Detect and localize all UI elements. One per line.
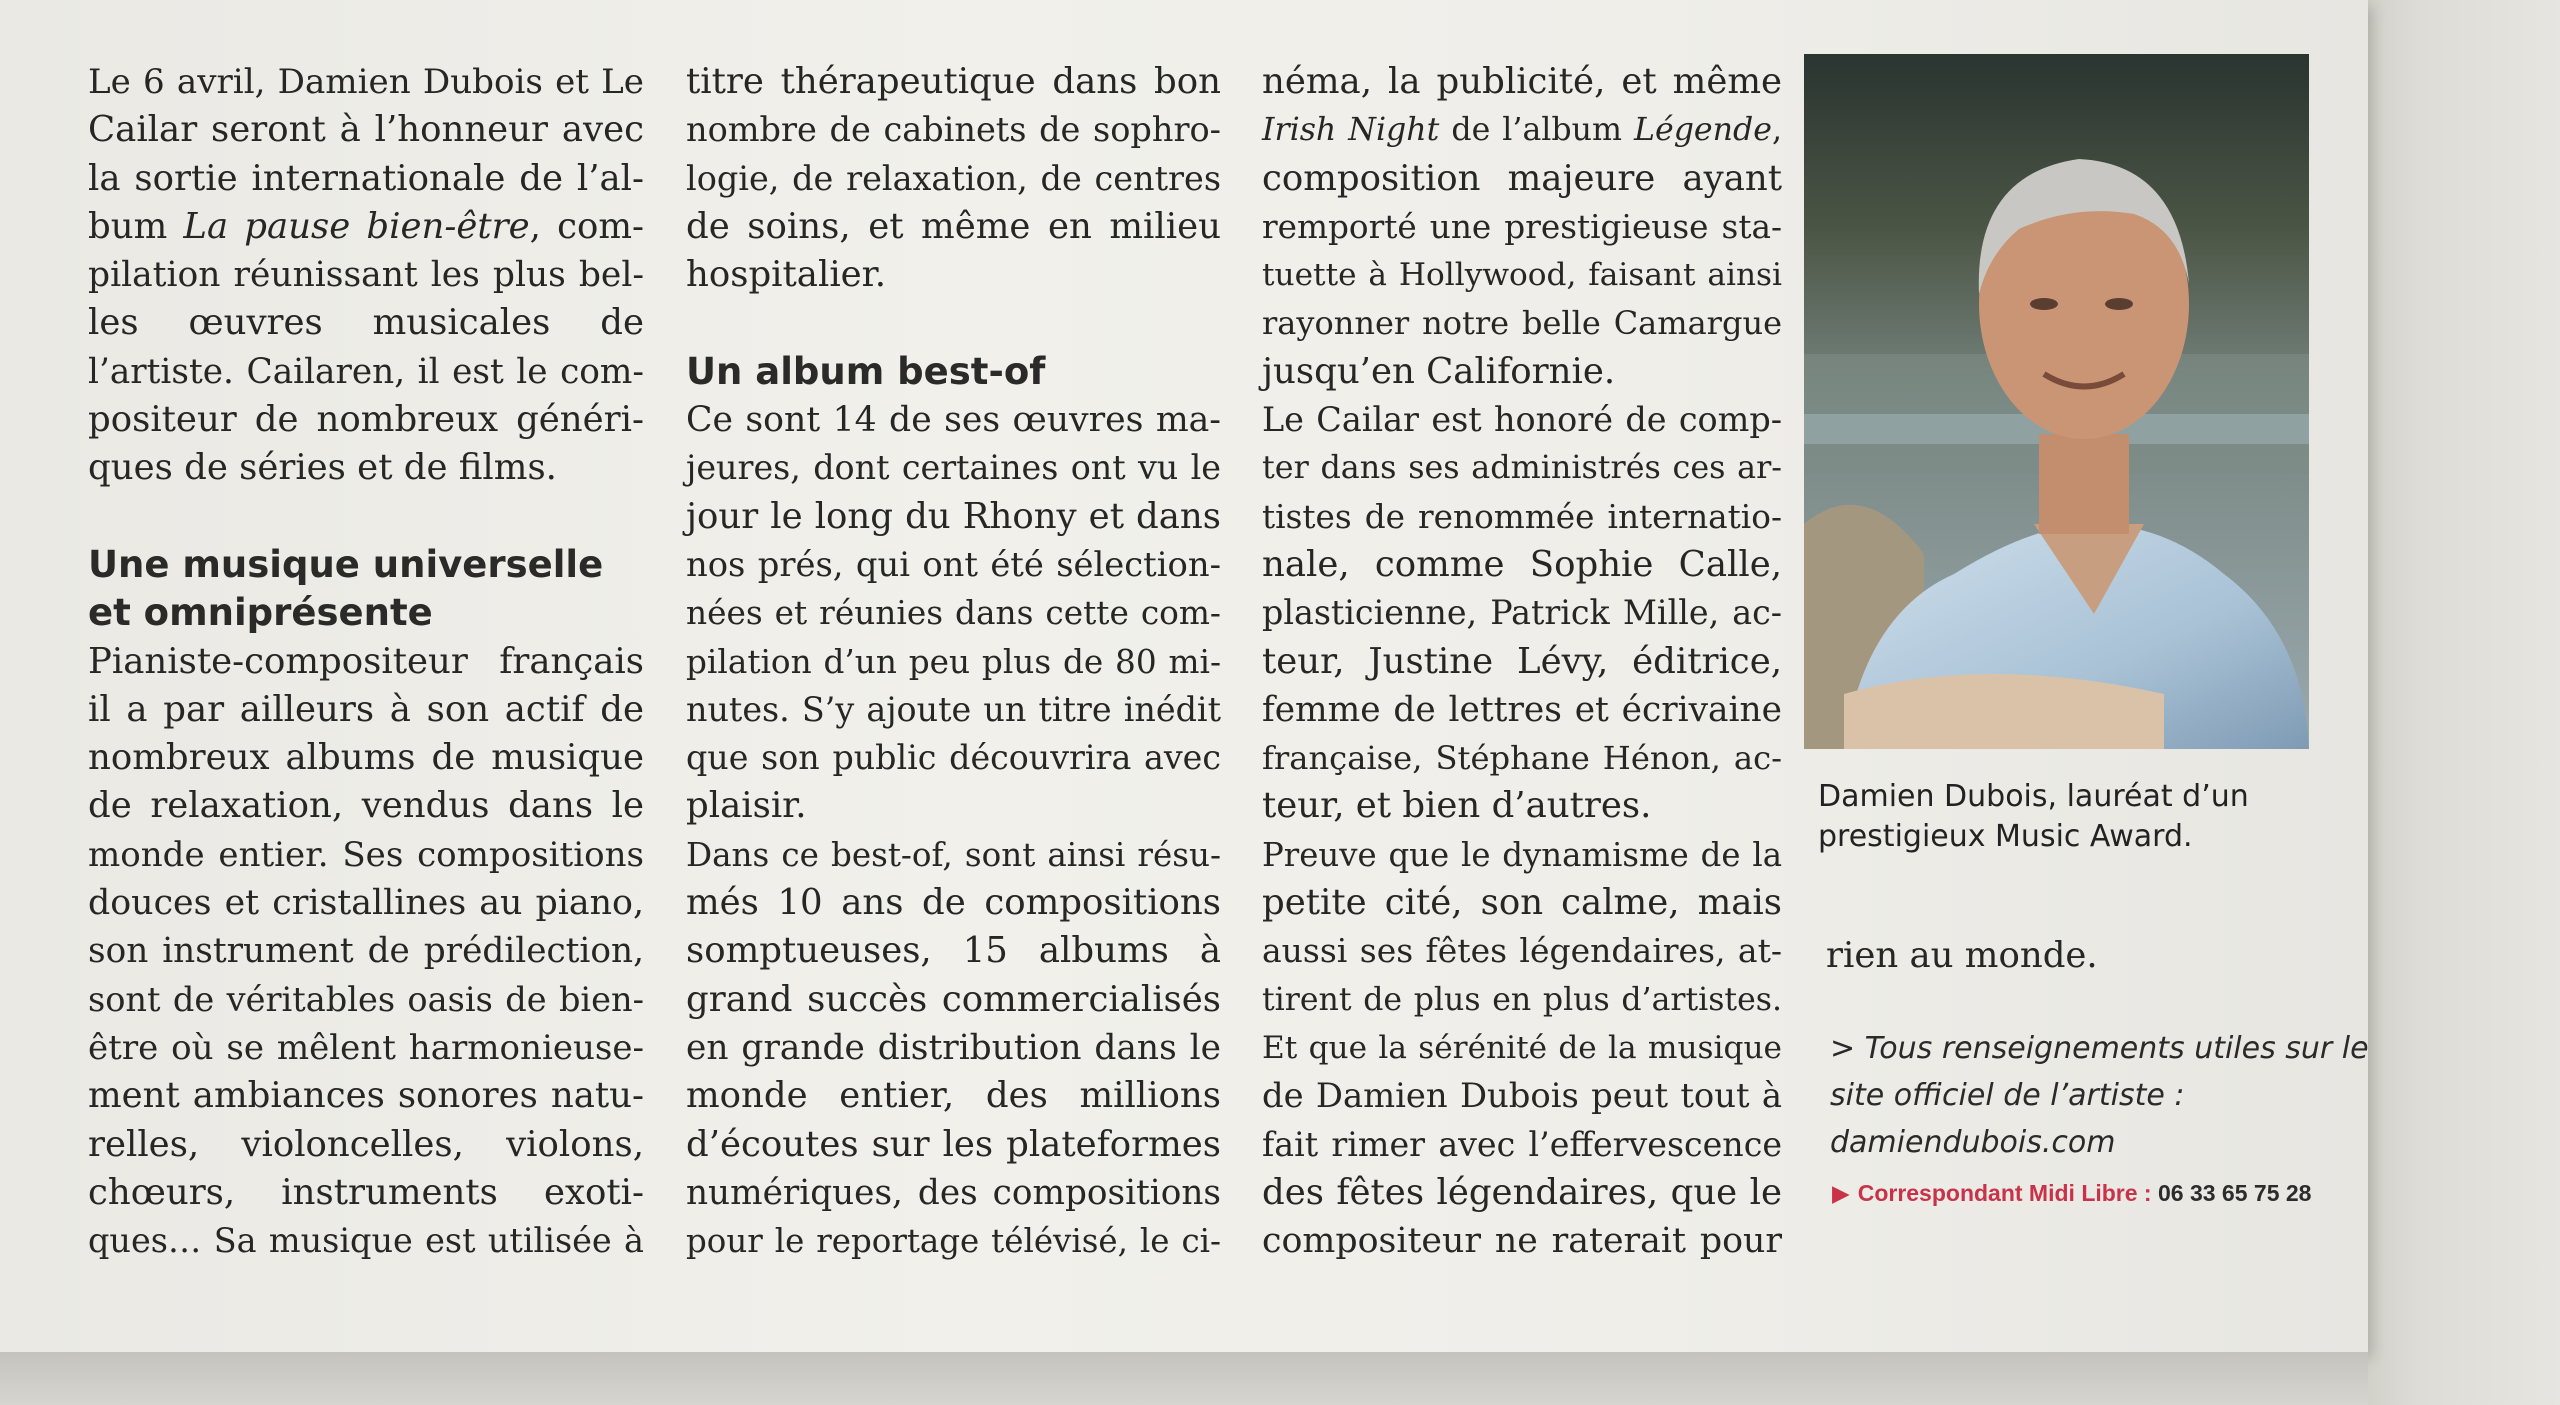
article-line: ter dans ses administrés ces ar-: [1262, 450, 1782, 487]
article-line: sont de véritables oasis de bien-: [88, 979, 644, 1019]
article-line: ques de séries et de films.: [88, 447, 557, 489]
article-line: grand succès commercialisés: [686, 978, 1221, 1020]
section-heading: Une musique universelle: [88, 542, 604, 586]
article-line: jeures, dont certaines ont vu le: [686, 448, 1221, 488]
article-line: pour le reportage télévisé, le ci-: [686, 1222, 1221, 1261]
article-line: Le Cailar est honoré de comp-: [1262, 400, 1782, 440]
article-line: des fêtes légendaires, que le: [1262, 1171, 1782, 1213]
article-line: que son public découvrira avec: [686, 738, 1221, 778]
article-line: compositeur ne raterait pour: [1262, 1221, 1782, 1262]
article-line: composition majeure ayant: [1262, 157, 1782, 199]
article-line: ques… Sa musique est utilisée à: [88, 1221, 644, 1261]
article-line: més 10 ans de compositions: [686, 882, 1221, 924]
correspondent-phone: 06 33 65 75 28: [2151, 1180, 2312, 1206]
article-line: aussi ses fêtes légendaires, at-: [1262, 931, 1782, 971]
correspondent-credit: [1832, 1178, 2311, 1208]
correspondent-label: Correspondant Midi Libre :: [1857, 1180, 2152, 1206]
article-line: relles, violoncelles, violons,: [88, 1123, 644, 1165]
article-line: fait rimer avec l’effervescence: [1262, 1124, 1782, 1164]
article-line: teur, Justine Lévy, éditrice,: [1262, 640, 1782, 682]
article-line: titre thérapeutique dans bon: [686, 61, 1221, 102]
article-line: Irish Night de l’album Légende,: [1262, 112, 1782, 149]
article-line: pilation réunissant les plus bel-: [88, 255, 644, 296]
article-line: Pianiste-compositeur français: [88, 640, 644, 682]
article-line: de soins, et même en milieu: [686, 205, 1221, 247]
article-line: Cailar seront à l’honneur avec: [88, 109, 644, 151]
article-line: son instrument de prédilection,: [88, 931, 644, 972]
article-line: hospitalier.: [686, 254, 887, 296]
article-line: plasticienne, Patrick Mille, ac-: [1262, 593, 1782, 633]
article-line: tuette à Hollywood, faisant ainsi: [1262, 257, 1782, 294]
article-line: chœurs, instruments exoti-: [88, 1171, 644, 1213]
article-line: de Damien Dubois peut tout à: [1262, 1076, 1782, 1116]
article-line: teur, et bien d’autres.: [1262, 785, 1652, 827]
article-line: pilation d’un peu plus de 80 mi-: [686, 642, 1221, 681]
article-line: Ce sont 14 de ses œuvres ma-: [686, 400, 1221, 441]
article-line: jusqu’en Californie.: [1262, 350, 1616, 392]
article-line: Preuve que le dynamisme de la: [1262, 835, 1782, 874]
article-line: nombreux albums de musique: [88, 737, 644, 779]
article-line: il a par ailleurs à son actif de: [88, 688, 644, 730]
article-column-3: [1262, 58, 1782, 1265]
triangle-bullet-icon: ▶: [1832, 1180, 1850, 1206]
section-heading: et omniprésente: [88, 591, 433, 635]
note-line: site officiel de l’artiste :: [1830, 1078, 2185, 1113]
article-line: néma, la publicité, et même: [1262, 61, 1782, 102]
article-line: être où se mêlent harmonieuse-: [88, 1027, 644, 1068]
article-line: de relaxation, vendus dans le: [88, 785, 644, 827]
article-line: nale, comme Sophie Calle,: [1262, 543, 1782, 585]
website-link: damiendubois.com: [1830, 1125, 2116, 1160]
article-line: bum La pause bien-être, com-: [88, 205, 644, 247]
article-line: rayonner notre belle Camargue: [1262, 304, 1782, 343]
article-line: femme de lettres et écrivaine: [1262, 689, 1782, 730]
article-line: en grande distribution dans le: [686, 1027, 1221, 1068]
article-line: tirent de plus en plus d’artistes.: [1262, 981, 1782, 1018]
article-column-1: [88, 58, 644, 1265]
photo-caption: [1818, 777, 2338, 857]
article-line: ment ambiances sonores natu-: [88, 1075, 644, 1117]
article-line: monde entier. Ses compositions: [88, 834, 644, 875]
note-line: > Tous renseignements utiles sur le: [1830, 1031, 2369, 1066]
article-line: Dans ce best-of, sont ainsi résu-: [686, 835, 1221, 874]
article-line: petite cité, son calme, mais: [1262, 882, 1782, 924]
article-line: d’écoutes sur les plateformes: [686, 1123, 1221, 1165]
info-note: [1830, 1025, 2369, 1166]
background-table: [2355, 0, 2560, 1405]
caption-line: prestigieux Music Award.: [1818, 819, 2193, 854]
article-line: positeur de nombreux généri-: [88, 399, 644, 441]
article-line: Le 6 avril, Damien Dubois et Le: [88, 62, 644, 102]
article-line: nutes. S’y ajoute un titre inédit: [686, 689, 1221, 729]
article-line: monde entier, des millions: [686, 1075, 1221, 1117]
article-line: tistes de renommée internatio-: [1262, 497, 1782, 536]
article-column-2: [686, 58, 1221, 1265]
article-line: les œuvres musicales de: [88, 302, 644, 344]
article-line: l’artiste. Cailaren, il est le com-: [88, 351, 644, 392]
paragraph-gap: [686, 299, 1221, 347]
paragraph-gap: [88, 493, 644, 541]
article-line: logie, de relaxation, de centres: [686, 158, 1221, 198]
portrait-photo: [1804, 54, 2309, 749]
section-heading: Un album best-of: [686, 349, 1046, 393]
article-column-4: [1826, 932, 2346, 980]
article-line: nombre de cabinets de sophro-: [686, 110, 1221, 150]
background-table-bottom: [0, 1352, 2368, 1405]
article-line: rien au monde.: [1826, 935, 2098, 976]
article-line: nos prés, qui ont été sélection-: [686, 544, 1221, 584]
article-line: la sortie internationale de l’al-: [88, 157, 644, 199]
article-line: nées et réunies dans cette com-: [686, 594, 1221, 633]
article-line: douces et cristallines au piano,: [88, 883, 644, 924]
article-line: remporté une prestigieuse sta-: [1262, 207, 1782, 246]
article-line: jour le long du Rhony et dans: [686, 495, 1221, 537]
article-line: Et que la sérénité de la musique: [1262, 1029, 1782, 1066]
article-line: numériques, des compositions: [686, 1172, 1221, 1213]
article-line: française, Stéphane Hénon, ac-: [1262, 739, 1782, 778]
article-line: somptueuses, 15 albums à: [686, 930, 1221, 972]
caption-line: Damien Dubois, lauréat d’un: [1818, 779, 2249, 814]
article-line: plaisir.: [686, 785, 807, 827]
